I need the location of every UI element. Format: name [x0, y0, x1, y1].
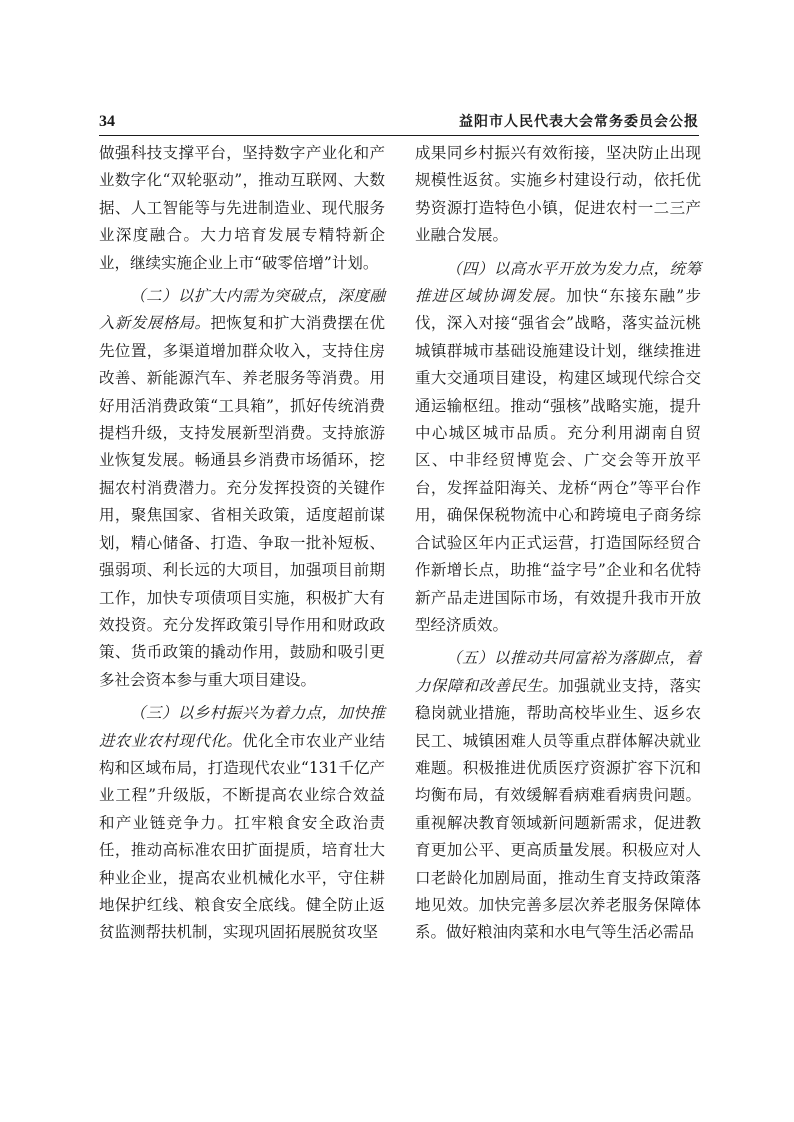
- paragraph-text: 优化全市农业产业结构和区域布局，打造现代农业“131千亿产业工程”升级版，不断提高农业综合效益和产业链竞争力。扛牢粮食安全政治责任，推动高标准农田扩面提质，培育壮大种业企业，提高农业机械化水平，守住耕地保护红线、粮食安全底线。健全防止返贫监测帮扶机制，实现巩固拓展脱贫攻坚: [99, 731, 385, 942]
- journal-title: 益阳市人民代表大会常务委员会公报: [459, 114, 699, 130]
- paragraph-text: 把恢复和扩大消费摆在优先位置，多渠道增加群众收入，支持住房改善、新能源汽车、养老服务等消费。用好用活消费政策“工具箱”，抓好传统消费提档升级，支持发展新型消费。支持旅游业恢复发展。畅通县乡消费市场循环，挖掘农村消费潜力。充分发挥投资的关键作用，聚焦国家、省相关政策，适度超前谋划，精心储备、打造、争取一批补短板、强弱项、利长远的大项目，加强项目前期工作，加快专项债项目实施，积极扩大有效投资。充分发挥政策引导作用和财政政策、货币政策的撬动作用，鼓励和吸引更多社会资本参与重大项目建设。: [99, 314, 385, 689]
- section-heading: （三）以乡村振兴为着力点，加快推进农业农村现代化。: [99, 704, 385, 750]
- paragraph-text: 加强就业支持，落实稳岗就业措施，帮助高校毕业生、返乡农民工、城镇困难人员等重点群体解决就业难题。积极推进优质医疗资源扩容下沉和均衡布局，有效缓解看病难看病贵问题。重视解决教育领域新问题新需求，促进教育更加公平、更高质量发展。积极应对人口老龄化加剧局面，推动生育支持政策落地见效。加快完善多层次养老服务保障体系。做好粮油肉菜和水电气等生活必需品: [415, 676, 701, 942]
- section-heading: （五）以推动共同富裕为落脚点，着力保障和改善民生。: [415, 649, 701, 695]
- page-header: [99, 112, 699, 134]
- paragraph: [99, 700, 385, 947]
- page-number: 34: [99, 113, 115, 130]
- paragraph-text: 成果同乡村振兴有效衔接，坚决防止出现规模性返贫。实施乡村建设行动，依托优势资源打造特色小镇，促进农村一二三产业融合发展。: [415, 144, 701, 245]
- paragraph: [415, 645, 701, 946]
- header-rule: [99, 135, 699, 136]
- right-column: [415, 140, 701, 953]
- paragraph-text: 加快“东接东融”步伐，深入对接“强省会”战略，落实益沅桃城镇群城市基础设施建设计划，继续推进重大交通项目建设，构建区域现代综合交通运输枢纽。推动“强核”战略实施，提升中心城区城市品质。充分利用湖南自贸区、中非经贸博览会、广交会等开放平台，发挥益阳海关、龙桥“两仓”等平台作用，确保保税物流中心和跨境电子商务综合试验区年内正式运营，打造国际经贸合作新增长点，助推“益字号”企业和名优特新产品走进国际市场，有效提升我市开放型经济质效。: [415, 287, 701, 634]
- paragraph: [415, 140, 701, 250]
- left-column: [99, 140, 385, 953]
- paragraph: [415, 256, 701, 640]
- paragraph: [99, 140, 385, 277]
- paragraph-text: 做强科技支撑平台，坚持数字产业化和产业数字化“双轮驱动”，推动互联网、大数据、人工智能等与先进制造业、现代服务业深度融合。大力培育发展专精特新企业，继续实施企业上市“破零倍增”计划。: [99, 144, 385, 272]
- section-heading: （四）以高水平开放为发力点，统筹推进区域协调发展。: [415, 259, 701, 306]
- section-heading: （二）以扩大内需为突破点，深度融入新发展格局。: [99, 287, 385, 333]
- paragraph: [99, 283, 385, 694]
